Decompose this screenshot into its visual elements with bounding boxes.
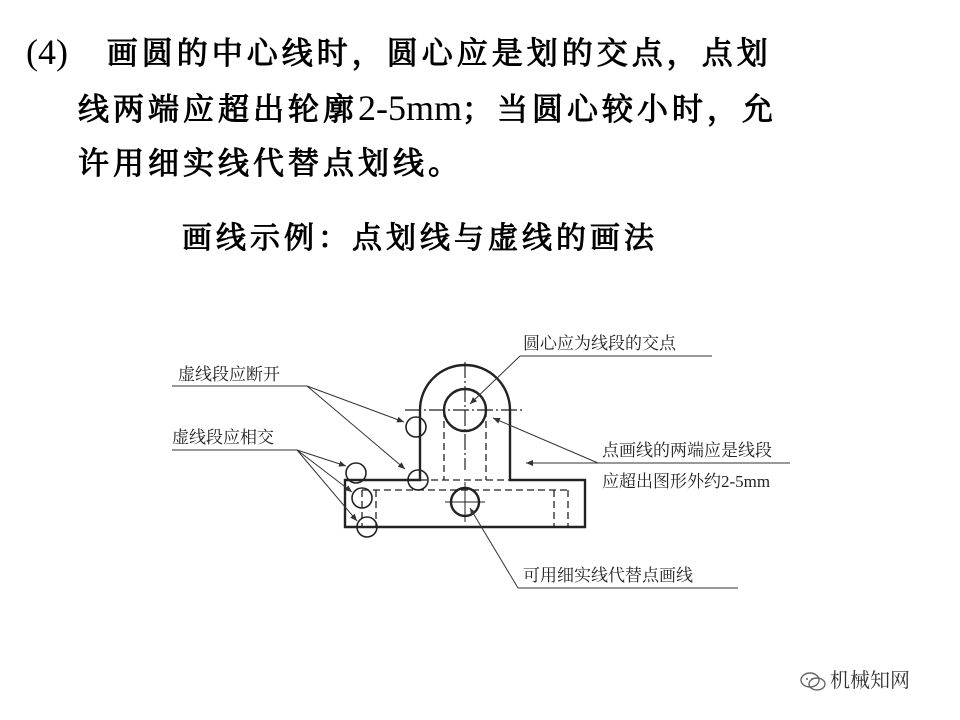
label-ends-line-2-pre: 应超出图形外约	[602, 472, 721, 492]
label-center-point: 圆心应为线段的交点	[523, 334, 676, 354]
leader-dash-cross-3	[297, 450, 357, 521]
highlight-circle-break	[406, 417, 426, 437]
leader-center-point	[470, 356, 520, 404]
leader-thin-line	[470, 508, 518, 588]
highlight-circles	[346, 417, 428, 537]
thin-center-lines	[445, 482, 485, 522]
heading-line-2-post: ；当圆心较小时，允	[462, 92, 777, 128]
label-ends-line-1: 点画线的两端应是线段	[602, 441, 772, 461]
leader-dash-cross-2	[297, 450, 352, 492]
label-thin-line: 可用细实线代替点画线	[523, 566, 693, 586]
watermark-text: 机械知网	[830, 668, 910, 692]
label-ends-line-2-value: 2-5mm	[721, 472, 771, 491]
label-dash-cross: 虚线段应相交	[172, 428, 274, 448]
leader-dash-break-2	[307, 386, 405, 469]
heading-line-1-text: 画圆的中心线时，圆心应是划的交点，点划	[106, 36, 772, 72]
item-number: (4)	[26, 32, 68, 72]
leader-ends-1	[493, 418, 598, 463]
center-lines	[405, 362, 525, 470]
heading-line-2-pre: 线两端应超出轮廓	[78, 92, 358, 128]
label-ends-line-2	[602, 471, 770, 492]
heading-line-2-value: 2-5mm	[358, 88, 462, 128]
label-dash-break: 虚线段应断开	[178, 365, 280, 385]
watermark	[800, 664, 910, 693]
diagram-subtitle: 画线示例：点划线与虚线的画法	[182, 221, 658, 256]
leader-dash-break-1	[307, 386, 404, 422]
wechat-icon	[800, 672, 826, 692]
heading-line-3: 许用细实线代替点划线。	[78, 146, 463, 182]
